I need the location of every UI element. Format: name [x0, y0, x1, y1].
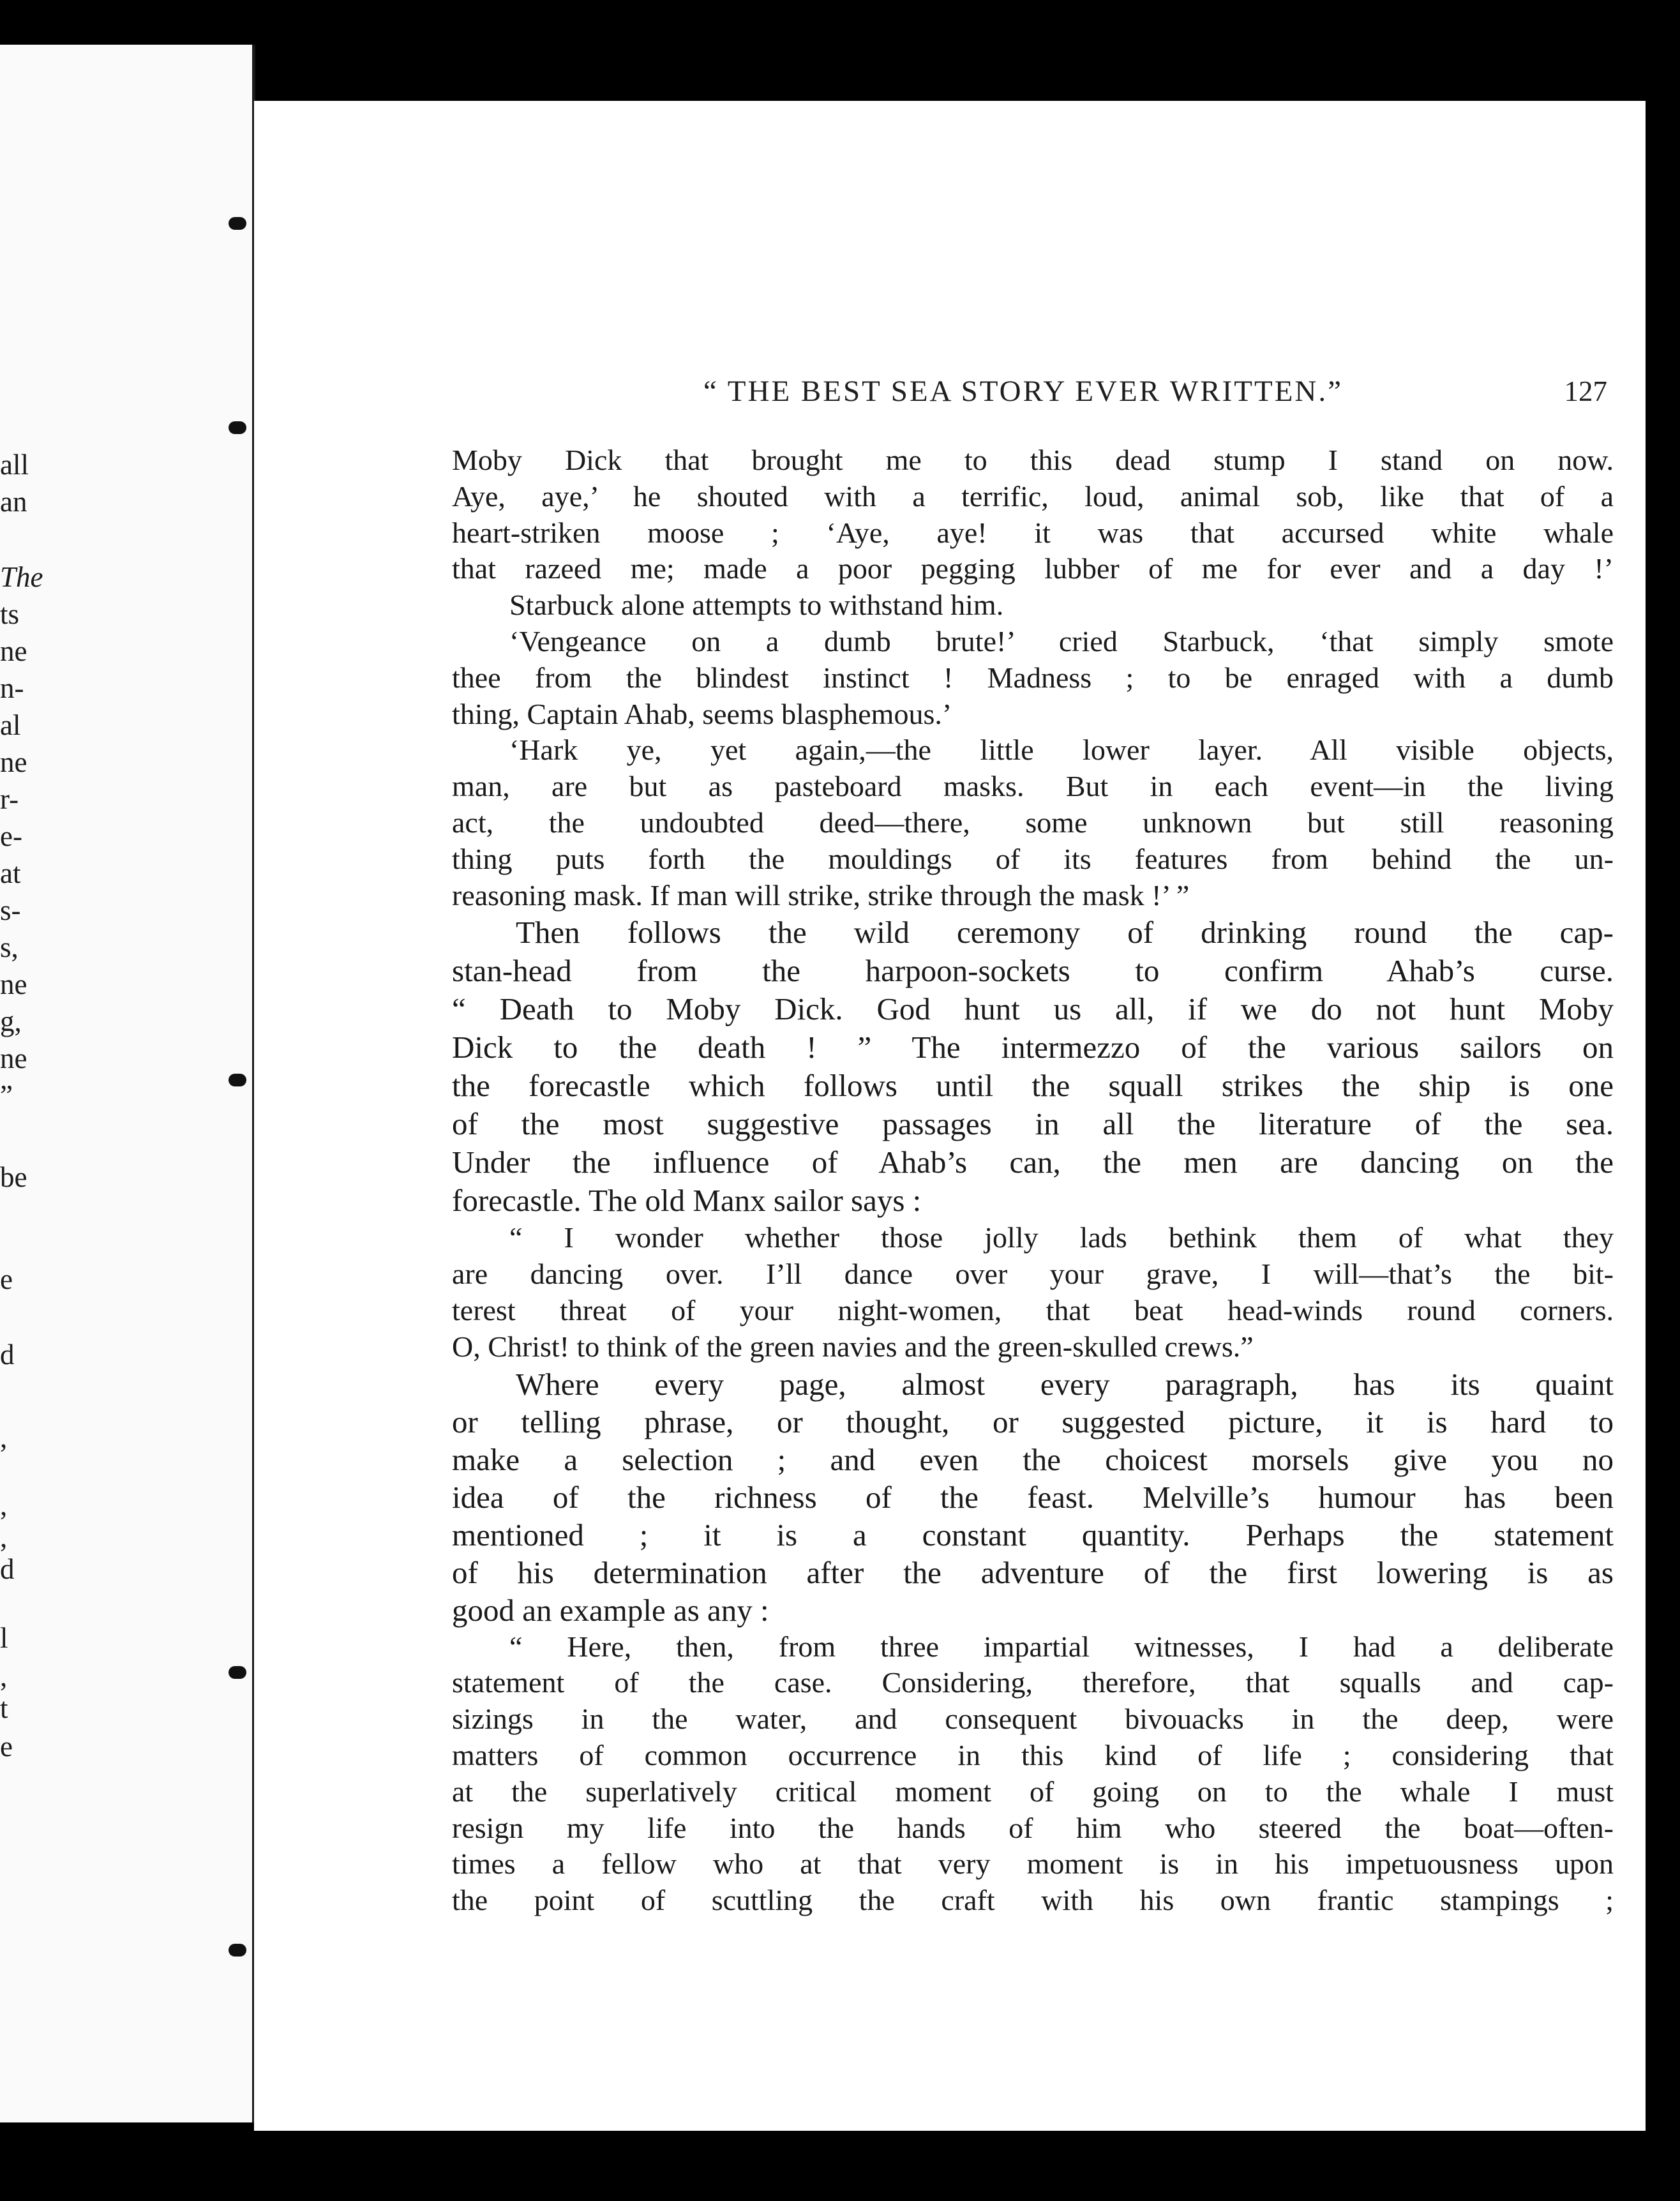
text-line: ‘Vengeance on a dumb brute!’ cried Starbuck, ‘that simply smote: [509, 624, 1614, 657]
text-line: forecastle. The old Manx sailor says :: [452, 1183, 922, 1219]
book-page: [254, 101, 1646, 2131]
text-line: statement of the case. Considering, therefore, that squalls and cap-: [452, 1666, 1614, 1699]
binding-stitch: [229, 1944, 246, 1957]
fragment: g,: [0, 1005, 22, 1037]
fragment: e: [0, 1263, 13, 1295]
text-line: matters of common occurrence in this kind of life ; considering that: [452, 1738, 1614, 1771]
fragment: be: [0, 1161, 27, 1193]
previous-page-edge: [0, 45, 255, 2122]
fragment: al: [0, 709, 21, 741]
paragraph: [452, 732, 1614, 913]
paragraph: [452, 587, 1614, 624]
binding-stitch: [229, 217, 246, 230]
text-line: idea of the richness of the feast. Melville’s humour has been: [452, 1479, 1614, 1515]
fragment: ,: [0, 1660, 8, 1692]
fragment: n-: [0, 672, 24, 704]
text-line: are dancing over. I’ll dance over your grave, I will—that’s the bit-: [452, 1258, 1614, 1291]
fragment: The: [0, 561, 43, 593]
fragment: t: [0, 1692, 8, 1724]
fragment: ,: [0, 1489, 8, 1521]
fragment: l: [0, 1622, 8, 1654]
binding-stitch: [229, 1666, 246, 1679]
text-line: O, Christ! to think of the green navies and the green-skulled crews.”: [452, 1330, 1254, 1363]
text-line: “ I wonder whether those jolly lads bethink them of what they: [509, 1221, 1614, 1254]
fragment: ne: [0, 746, 27, 778]
text-line: Where every page, almost every paragraph, has its quaint: [516, 1366, 1614, 1402]
text-line: that razeed me; made a poor pegging lubber of me for ever and a day !’: [452, 552, 1614, 585]
running-head: “ THE BEST SEA STORY EVER WRITTEN.”: [703, 375, 1343, 408]
paragraph: [452, 442, 1614, 587]
paragraph: [452, 1220, 1614, 1365]
fragment: all: [0, 449, 29, 481]
text-line: times a fellow who at that very moment is in his impetuousness upon: [452, 1847, 1614, 1881]
text-line: Moby Dick that brought me to this dead stump I stand on now.: [452, 444, 1614, 476]
binding-stitch: [229, 421, 246, 434]
text-line: sizings in the water, and consequent bivouacks in the deep, were: [452, 1702, 1614, 1736]
text-line: the point of scuttling the craft with his own frantic stampings ;: [452, 1884, 1614, 1917]
text-line: act, the undoubted deed—there, some unknown but still reasoning: [452, 806, 1614, 839]
binding-stitch: [229, 1074, 246, 1086]
text-line: thing puts forth the mouldings of its features from behind the un-: [452, 842, 1614, 875]
fragment: ts: [0, 598, 20, 630]
text-line: resign my life into the hands of him who steered the boat—often-: [452, 1811, 1614, 1844]
page-body: [452, 442, 1614, 1919]
fragment: ,: [0, 1521, 8, 1553]
previous-page-text-fragments: [0, 45, 252, 2122]
text-line: Dick to the death ! ” The intermezzo of the various sailors on: [452, 1030, 1614, 1065]
text-line: heart-striken moose ; ‘Aye, aye! it was that accursed white whale: [452, 516, 1614, 549]
text-line: thing, Captain Ahab, seems blasphemous.’: [452, 697, 952, 730]
fragment: ne: [0, 635, 27, 667]
text-line: Then follows the wild ceremony of drinking round the cap-: [516, 915, 1614, 950]
paragraph: [452, 1629, 1614, 1919]
text-line: stan-head from the harpoon-sockets to confirm Ahab’s curse.: [452, 953, 1614, 989]
text-line: good an example as any :: [452, 1592, 769, 1628]
page-header: [509, 374, 1607, 409]
text-line: Under the influence of Ahab’s can, the men are dancing on the: [452, 1145, 1614, 1180]
paragraph: [452, 624, 1614, 732]
fragment: d: [0, 1553, 15, 1585]
paragraph: [452, 913, 1614, 1220]
text-line: ‘Hark ye, yet again,—the little lower layer. All visible objects,: [509, 733, 1614, 767]
paragraph: [452, 1365, 1614, 1629]
text-line: of his determination after the adventure of the first lowering is as: [452, 1554, 1614, 1590]
fragment: r-: [0, 783, 19, 815]
text-line: at the superlatively critical moment of going on to the whale I must: [452, 1775, 1614, 1808]
text-line: mentioned ; it is a constant quantity. Perhaps the statement: [452, 1517, 1614, 1552]
text-line: the forecastle which follows until the squall strikes the ship is one: [452, 1068, 1614, 1104]
fragment: e: [0, 1731, 13, 1762]
fragment: an: [0, 486, 27, 518]
text-line: terest threat of your night-women, that beat head-winds round corners.: [452, 1293, 1614, 1326]
text-line: make a selection ; and even the choicest morsels give you no: [452, 1441, 1614, 1477]
text-line: reasoning mask. If man will strike, strike through the mask !’ ”: [452, 878, 1190, 912]
fragment: s-: [0, 894, 21, 926]
fragment: ,: [0, 1422, 8, 1454]
text-line: “ Death to Moby Dick. God hunt us all, if we do not hunt Moby: [452, 991, 1614, 1027]
text-line: of the most suggestive passages in all the literature of the sea.: [452, 1106, 1614, 1142]
text-line: man, are but as pasteboard masks. But in each event—in the living: [452, 770, 1614, 803]
fragment: s,: [0, 931, 19, 963]
fragment: at: [0, 857, 21, 889]
text-line: or telling phrase, or thought, or suggested picture, it is hard to: [452, 1404, 1614, 1439]
fragment: e-: [0, 820, 22, 852]
text-line: Starbuck alone attempts to withstand him.: [509, 589, 1004, 622]
fragment: d: [0, 1339, 15, 1371]
fragment: ”: [0, 1079, 13, 1111]
fragment: ne: [0, 968, 27, 1000]
text-line: “ Here, then, from three impartial witnesses, I had a deliberate: [509, 1630, 1614, 1663]
text-line: thee from the blindest instinct ! Madness ; to be enraged with a dumb: [452, 661, 1614, 694]
text-line: Aye, aye,’ he shouted with a terrific, loud, animal sob, like that of a: [452, 479, 1614, 513]
page-number: 127: [1564, 375, 1607, 407]
fragment: ne: [0, 1042, 27, 1074]
